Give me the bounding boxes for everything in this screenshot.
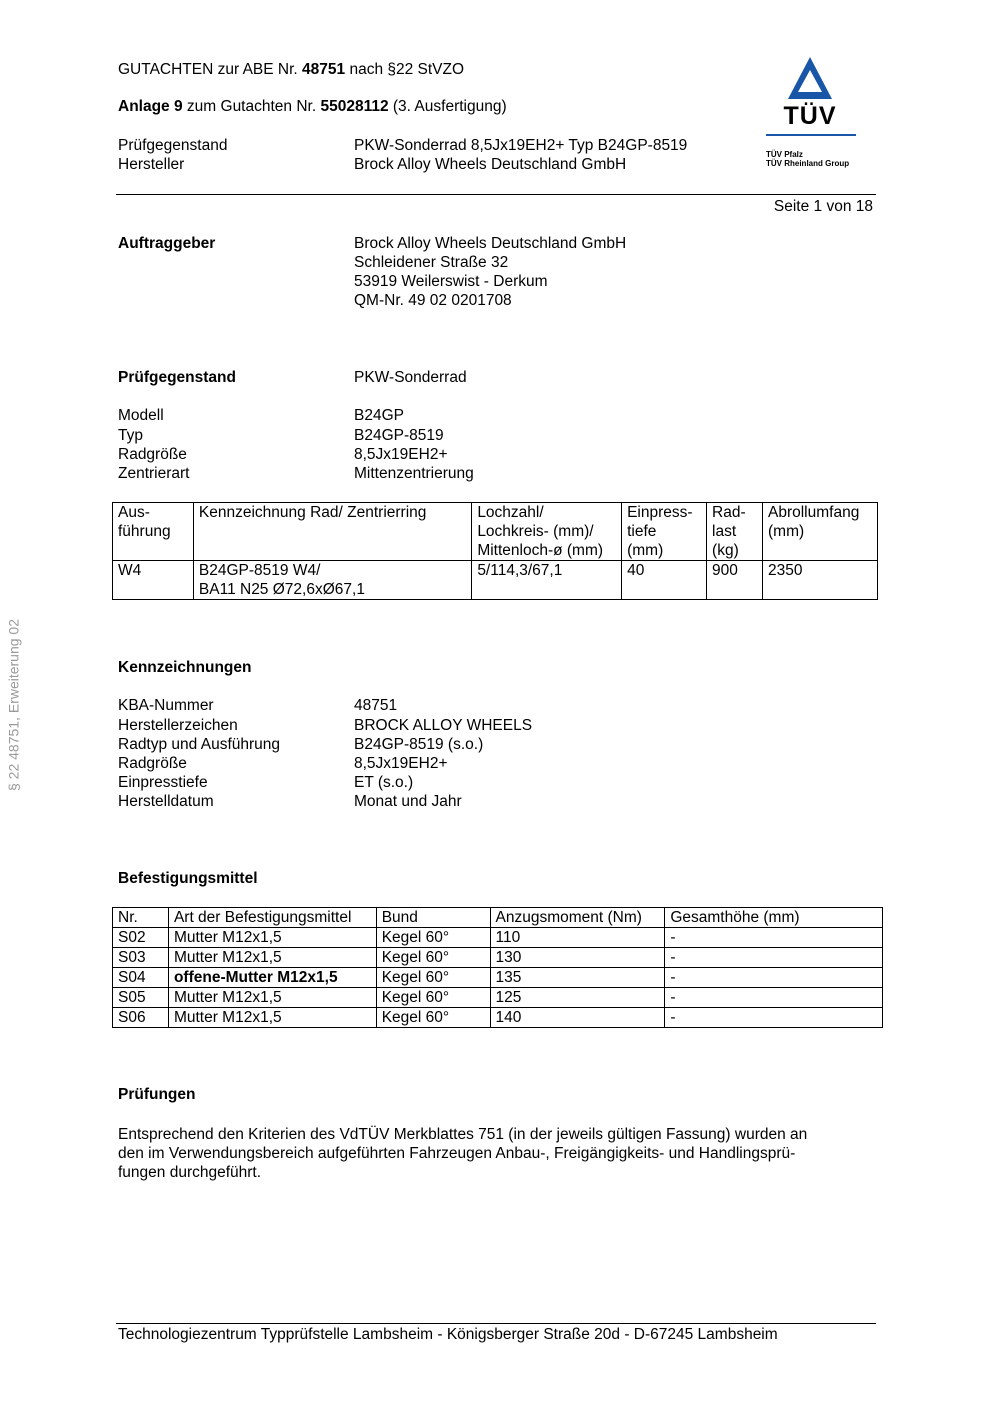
ausfertigung-label: (3. Ausfertigung) xyxy=(392,98,507,115)
kenn-value-1: BROCK ALLOY WHEELS xyxy=(354,717,533,734)
cell-moment: 135 xyxy=(490,968,665,988)
th-ausfuehrung: Aus- führung xyxy=(113,503,194,561)
tuv-triangle-icon xyxy=(760,54,860,106)
header-suffix: nach §22 StVZO xyxy=(349,61,465,78)
header-divider xyxy=(116,194,876,195)
header-line-1 xyxy=(118,60,464,79)
th-radlast: Rad- last (kg) xyxy=(707,503,763,561)
auftraggeber-label: Auftraggeber xyxy=(118,235,216,252)
kenn-label-1: Herstellerzeichen xyxy=(118,717,238,734)
table-row xyxy=(113,928,883,948)
header-line-2 xyxy=(118,97,507,116)
cell-radlast: 900 xyxy=(707,561,763,600)
header-meta-label-1: Hersteller xyxy=(118,156,185,173)
radgroesse-label: Radgröße xyxy=(118,446,187,463)
cell-art: Mutter M12x1,5 xyxy=(168,988,376,1008)
cell-bund: Kegel 60° xyxy=(376,1008,490,1028)
anlage-label: Anlage 9 xyxy=(118,98,183,115)
modell-label: Modell xyxy=(118,407,164,424)
pruefgegenstand-value: PKW-Sonderrad xyxy=(354,369,467,386)
auftraggeber-line-0: Brock Alloy Wheels Deutschland GmbH xyxy=(354,235,627,252)
cell-hoehe: - xyxy=(665,988,883,1008)
befestigung-header xyxy=(113,908,883,928)
pruefungen-title: Prüfungen xyxy=(118,1086,196,1103)
pruefungen-line-2: fungen durchgeführt. xyxy=(118,1164,262,1181)
cell-art: Mutter M12x1,5 xyxy=(168,948,376,968)
cell-hoehe: - xyxy=(665,1008,883,1028)
kenn-value-3: 8,5Jx19EH2+ xyxy=(354,755,448,772)
cell-nr: S04 xyxy=(113,968,169,988)
cell-einpresstiefe: 40 xyxy=(622,561,707,600)
header-meta-label-0: Prüfgegenstand xyxy=(118,137,228,154)
header-meta-value-1: Brock Alloy Wheels Deutschland GmbH xyxy=(354,156,627,173)
tuv-logo xyxy=(760,54,860,174)
cell-hoehe: - xyxy=(665,928,883,948)
cell-art: offene-Mutter M12x1,5 xyxy=(168,968,376,988)
cell-nr: S02 xyxy=(113,928,169,948)
th-lochzahl: Lochzahl/ Lochkreis- (mm)/ Mittenloch-ø (mm) xyxy=(472,503,622,561)
cell-bund: Kegel 60° xyxy=(376,988,490,1008)
logo-sub-2: TÜV Rheinland Group xyxy=(766,159,850,168)
cell-moment: 140 xyxy=(490,1008,665,1028)
typ-label: Typ xyxy=(118,427,143,444)
logo-underline xyxy=(766,134,856,136)
th-art: Art der Befestigungsmittel xyxy=(168,908,376,928)
pruefungen-line-1: den im Verwendungsbereich aufgeführten Fahrzeugen Anbau-, Freigängigkeits- und Handlingsprü- xyxy=(118,1145,796,1162)
kenn-value-0: 48751 xyxy=(354,697,398,714)
cell-moment: 125 xyxy=(490,988,665,1008)
cell-hoehe: - xyxy=(665,948,883,968)
befestigung-title: Befestigungsmittel xyxy=(118,870,258,887)
abe-number: 48751 xyxy=(302,61,346,78)
kenn-label-2: Radtyp und Ausführung xyxy=(118,736,281,753)
cell-moment: 110 xyxy=(490,928,665,948)
th-nr: Nr. xyxy=(113,908,169,928)
kenn-label-3: Radgröße xyxy=(118,755,187,772)
kenn-value-5: Monat und Jahr xyxy=(354,793,462,810)
befestigung-table xyxy=(112,907,883,1028)
cell-nr: S05 xyxy=(113,988,169,1008)
page-number: Seite 1 von 18 xyxy=(773,198,873,215)
table-row xyxy=(113,968,883,988)
th-kennzeichnung: Kennzeichnung Rad/ Zentrierring xyxy=(193,503,471,561)
cell-lochzahl: 5/114,3/67,1 xyxy=(472,561,622,600)
radgroesse-value: 8,5Jx19EH2+ xyxy=(354,446,448,463)
cell-moment: 130 xyxy=(490,948,665,968)
kenn-label-4: Einpresstiefe xyxy=(118,774,208,791)
logo-text: TÜV xyxy=(783,102,837,130)
cell-nr: S03 xyxy=(113,948,169,968)
auftraggeber-line-1: Schleidener Straße 32 xyxy=(354,254,509,271)
pruefungen-line-0: Entsprechend den Kriterien des VdTÜV Merkblattes 751 (in der jeweils gültigen Fassung) wurden an xyxy=(118,1126,808,1143)
table-row xyxy=(113,1008,883,1028)
side-note xyxy=(3,600,25,810)
cell-bund: Kegel 60° xyxy=(376,948,490,968)
th-hoehe: Gesamthöhe (mm) xyxy=(665,908,883,928)
cell-bund: Kegel 60° xyxy=(376,968,490,988)
kenn-value-2: B24GP-8519 (s.o.) xyxy=(354,736,484,753)
side-note-text: § 22 48751, Erweiterung 02 xyxy=(5,618,22,792)
wheel-table xyxy=(112,502,878,600)
pruefgegenstand-label: Prüfgegenstand xyxy=(118,369,236,386)
th-abrollumfang: Abrollumfang (mm) xyxy=(763,503,878,561)
kenn-value-4: ET (s.o.) xyxy=(354,774,414,791)
logo-sub-1: TÜV Pfalz xyxy=(766,150,803,159)
footer-divider xyxy=(116,1323,876,1324)
table-row xyxy=(113,561,878,600)
cell-kennzeichnung: B24GP-8519 W4/ BA11 N25 Ø72,6xØ67,1 xyxy=(193,561,471,600)
cell-bund: Kegel 60° xyxy=(376,928,490,948)
gutachten-label: zum Gutachten Nr. xyxy=(186,98,317,115)
cell-nr: S06 xyxy=(113,1008,169,1028)
table-row xyxy=(113,988,883,1008)
kennzeichnungen-title: Kennzeichnungen xyxy=(118,659,252,676)
table-row xyxy=(113,948,883,968)
zentrierart-value: Mittenzentrierung xyxy=(354,465,474,482)
th-moment: Anzugsmoment (Nm) xyxy=(490,908,665,928)
wheel-table-header xyxy=(113,503,878,561)
cell-ausfuehrung: W4 xyxy=(113,561,194,600)
th-einpresstiefe: Einpress- tiefe (mm) xyxy=(622,503,707,561)
cell-abrollumfang: 2350 xyxy=(763,561,878,600)
gutachten-number: 55028112 xyxy=(320,98,389,115)
th-bund: Bund xyxy=(376,908,490,928)
header-meta-value-0: PKW-Sonderrad 8,5Jx19EH2+ Typ B24GP-8519 xyxy=(354,137,688,154)
header-prefix: GUTACHTEN zur ABE Nr. xyxy=(118,61,298,78)
zentrierart-label: Zentrierart xyxy=(118,465,190,482)
kenn-label-0: KBA-Nummer xyxy=(118,697,214,714)
footer-text: Technologiezentrum Typprüfstelle Lambsheim - Königsberger Straße 20d - D-67245 Lambsheim xyxy=(118,1326,778,1343)
cell-art: Mutter M12x1,5 xyxy=(168,1008,376,1028)
auftraggeber-line-3: QM-Nr. 49 02 0201708 xyxy=(354,292,512,309)
typ-value: B24GP-8519 xyxy=(354,427,444,444)
cell-hoehe: - xyxy=(665,968,883,988)
modell-value: B24GP xyxy=(354,407,404,424)
kenn-label-5: Herstelldatum xyxy=(118,793,214,810)
cell-art: Mutter M12x1,5 xyxy=(168,928,376,948)
auftraggeber-line-2: 53919 Weilerswist - Derkum xyxy=(354,273,548,290)
